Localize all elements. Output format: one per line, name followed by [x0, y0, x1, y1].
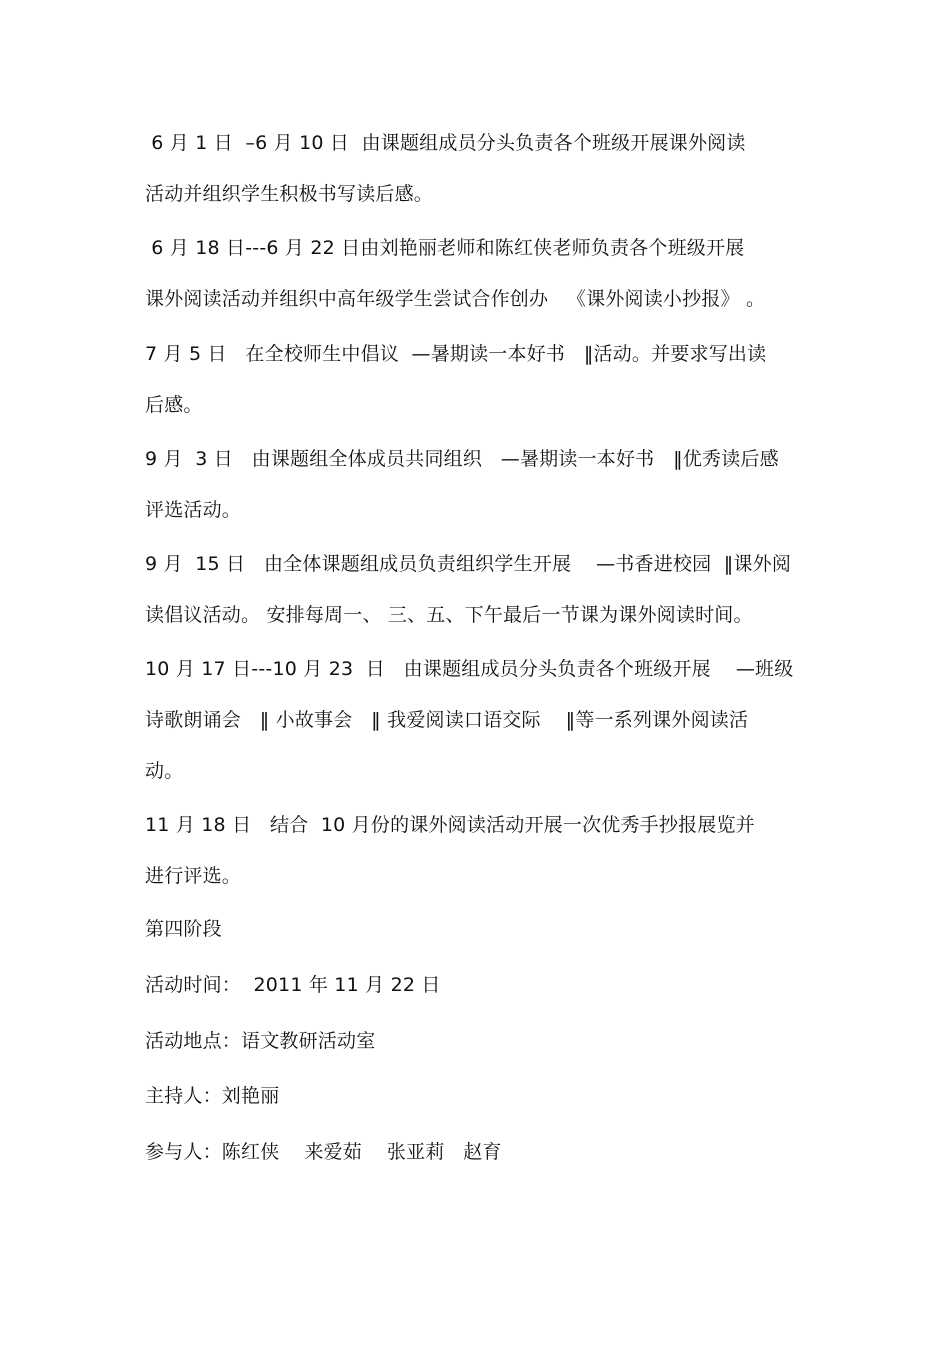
text-line: 活动并组织学生积极书写读后感。 [145, 183, 434, 205]
text-line: 7 月 5 日 在全校师生中倡议 —暑期读一本好书 ‖活动。并要求写出读 [145, 343, 767, 365]
participants: 参与人：陈红侠 来爱茹 张亚莉 赵育 [145, 1141, 502, 1163]
text-line: 9 月 3 日 由课题组全体成员共同组织 —暑期读一本好书 ‖优秀读后感 [145, 448, 779, 470]
text-line: 10 月 17 日---10 月 23 日 由课题组成员分头负责各个班级开展 —班级 [145, 658, 794, 680]
text-line: 诗歌朗诵会 ‖ 小故事会 ‖ 我爱阅读口语交际 ‖等一系列课外阅读活 [145, 709, 749, 731]
activity-time: 活动时间： 2011 年 11 月 22 日 [145, 974, 441, 996]
text-line: 读倡议活动。 安排每周一、 三、五、下午最后一节课为课外阅读时间。 [145, 604, 753, 626]
text-line: 11 月 18 日 结合 10 月份的课外阅读活动开展一次优秀手抄报展览并 [145, 814, 755, 836]
host: 主持人：刘艳丽 [145, 1085, 280, 1107]
text-line: 6 月 18 日---6 月 22 日由刘艳丽老师和陈红侠老师负责各个班级开展 [145, 237, 745, 259]
text-line: 进行评选。 [145, 865, 242, 887]
text-line: 后感。 [145, 394, 203, 416]
text-line: 6 月 1 日 –6 月 10 日 由课题组成员分头负责各个班级开展课外阅读 [145, 132, 746, 154]
text-line: 评选活动。 [145, 499, 242, 521]
activity-location: 活动地点：语文教研活动室 [145, 1030, 376, 1052]
section-heading: 第四阶段 [145, 918, 222, 940]
text-line: 动。 [145, 760, 184, 782]
text-line: 课外阅读活动并组织中高年级学生尝试合作创办 《课外阅读小抄报》 。 [145, 288, 766, 310]
text-line: 9 月 15 日 由全体课题组成员负责组织学生开展 —书香进校园 ‖课外阅 [145, 553, 792, 575]
